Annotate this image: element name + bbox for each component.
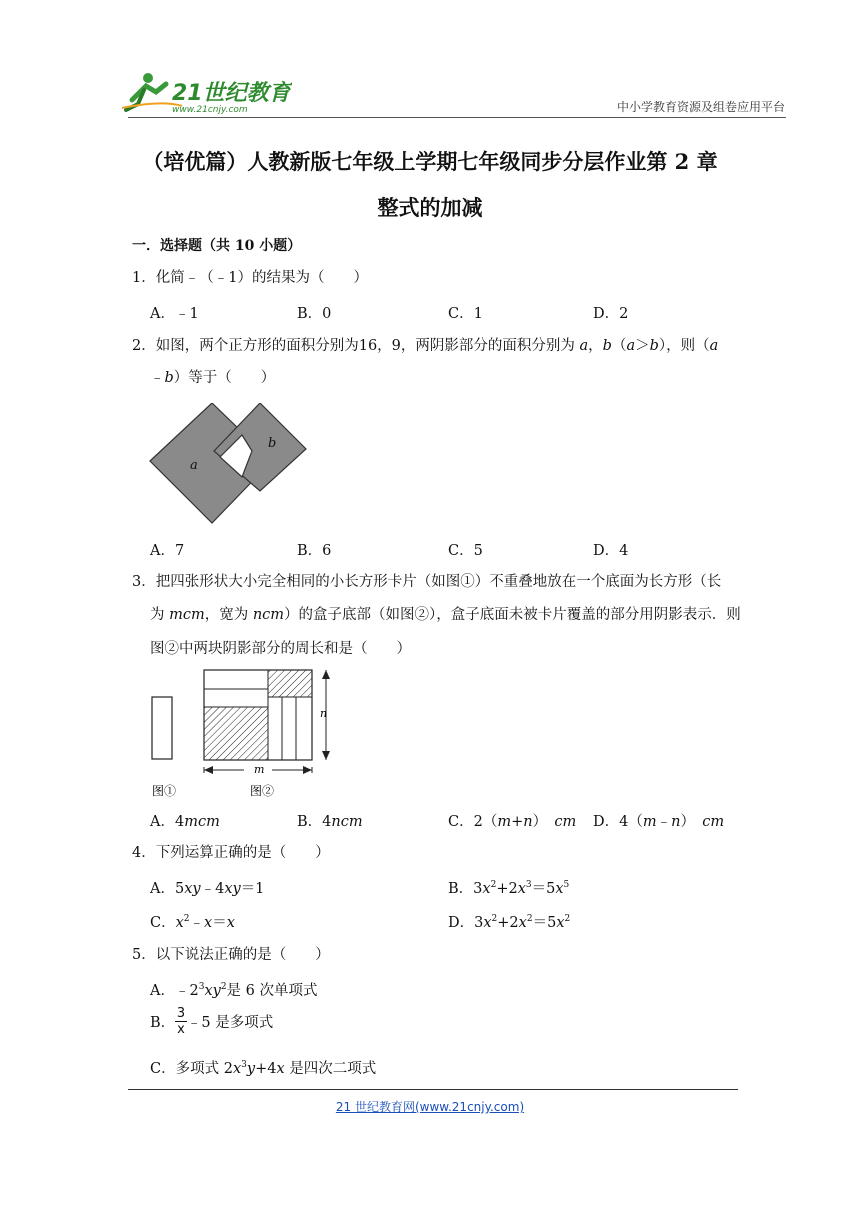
q1-option-b: B．0	[297, 306, 332, 322]
platform-label: 中小学教育资源及组卷应用平台	[616, 100, 785, 114]
question-1-stem: 1．化简﹣（﹣1）的结果为（ ）	[132, 270, 368, 286]
q5-option-a: A．$﹣2^3xy^2$是 6 次单项式	[150, 982, 318, 999]
q5-option-b: B． $\frac{3}{x}$ ﹣5 是多项式	[150, 1006, 274, 1037]
question-4-stem: 4．下列运算正确的是（ ）	[132, 845, 330, 861]
q2-option-d: D．4	[593, 543, 629, 559]
q3-option-a: A．4mcm	[150, 814, 220, 830]
question-3-stem-line1: 3．把四张形状大小完全相同的小长方形卡片（如图①）不重叠地放在一个底面为长方形（长	[132, 574, 722, 590]
page-title-line2: 整式的加减	[377, 195, 483, 220]
q3-option-c: C．2（m+n） cm	[448, 814, 577, 830]
question-5-stem: 5．以下说法正确的是（ ）	[132, 947, 330, 963]
q2-option-a: A．7	[150, 543, 185, 559]
svg-text:m: m	[254, 763, 265, 776]
page-title-line1: （培优篇）人教新版七年级上学期七年级同步分层作业第 2 章	[142, 149, 718, 174]
q3-option-d: D．4（m﹣n） cm	[593, 814, 725, 830]
q2-option-b: B．6	[297, 543, 332, 559]
q4-option-c: C．$x^2﹣x=x$	[150, 914, 235, 931]
q2-squares-figure	[148, 403, 308, 533]
question-2-stem-line1: 2．如图，两个正方形的面积分别为16，9，两阴影部分的面积分别为 a，b（a＞b），则（a	[132, 338, 719, 354]
q4-option-a: A．5xy﹣4xy＝1	[150, 881, 265, 897]
q1-option-c: C．1	[448, 306, 483, 322]
q4-option-b: B．$3x^2+2x^3=5x^5$	[448, 880, 570, 897]
q3-card-figure	[146, 667, 346, 801]
header-divider	[128, 117, 786, 118]
q2-option-c: C．5	[448, 543, 483, 559]
footer-divider	[128, 1089, 738, 1090]
question-3-stem-line3: 图②中两块阴影部分的周长和是（ ）	[150, 641, 411, 657]
q1-option-a: A．﹣1	[150, 306, 199, 322]
q4-option-d: D．$3x^2+2x^2=5x^2$	[448, 914, 571, 931]
svg-text:图①: 图①	[152, 784, 177, 798]
svg-text:21世纪教育: 21世纪教育	[172, 81, 291, 106]
svg-text:b: b	[268, 436, 277, 451]
svg-text:a: a	[190, 458, 198, 473]
footer-link[interactable]: 21 世纪教育网(www.21cnjy.com)	[335, 1100, 525, 1114]
svg-text:www.21cnjy.com: www.21cnjy.com	[172, 105, 248, 115]
svg-text:n: n	[320, 707, 328, 720]
question-3-stem-line2: 为 mcm，宽为 ncm）的盒子底部（如图②），盒子底面未被卡片覆盖的部分用阴影表示．则	[150, 607, 741, 623]
q3-option-b: B．4ncm	[297, 814, 363, 830]
q1-option-d: D．2	[593, 306, 629, 322]
q5-option-c: C．多项式 $2x^3y+4x$ 是四次二项式	[150, 1060, 377, 1077]
site-logo	[122, 70, 292, 116]
section-heading: 一．选择题（共 10 小题）	[132, 238, 302, 254]
svg-text:图②: 图②	[250, 784, 275, 798]
question-2-stem-line2: ﹣b）等于（ ）	[150, 370, 276, 386]
